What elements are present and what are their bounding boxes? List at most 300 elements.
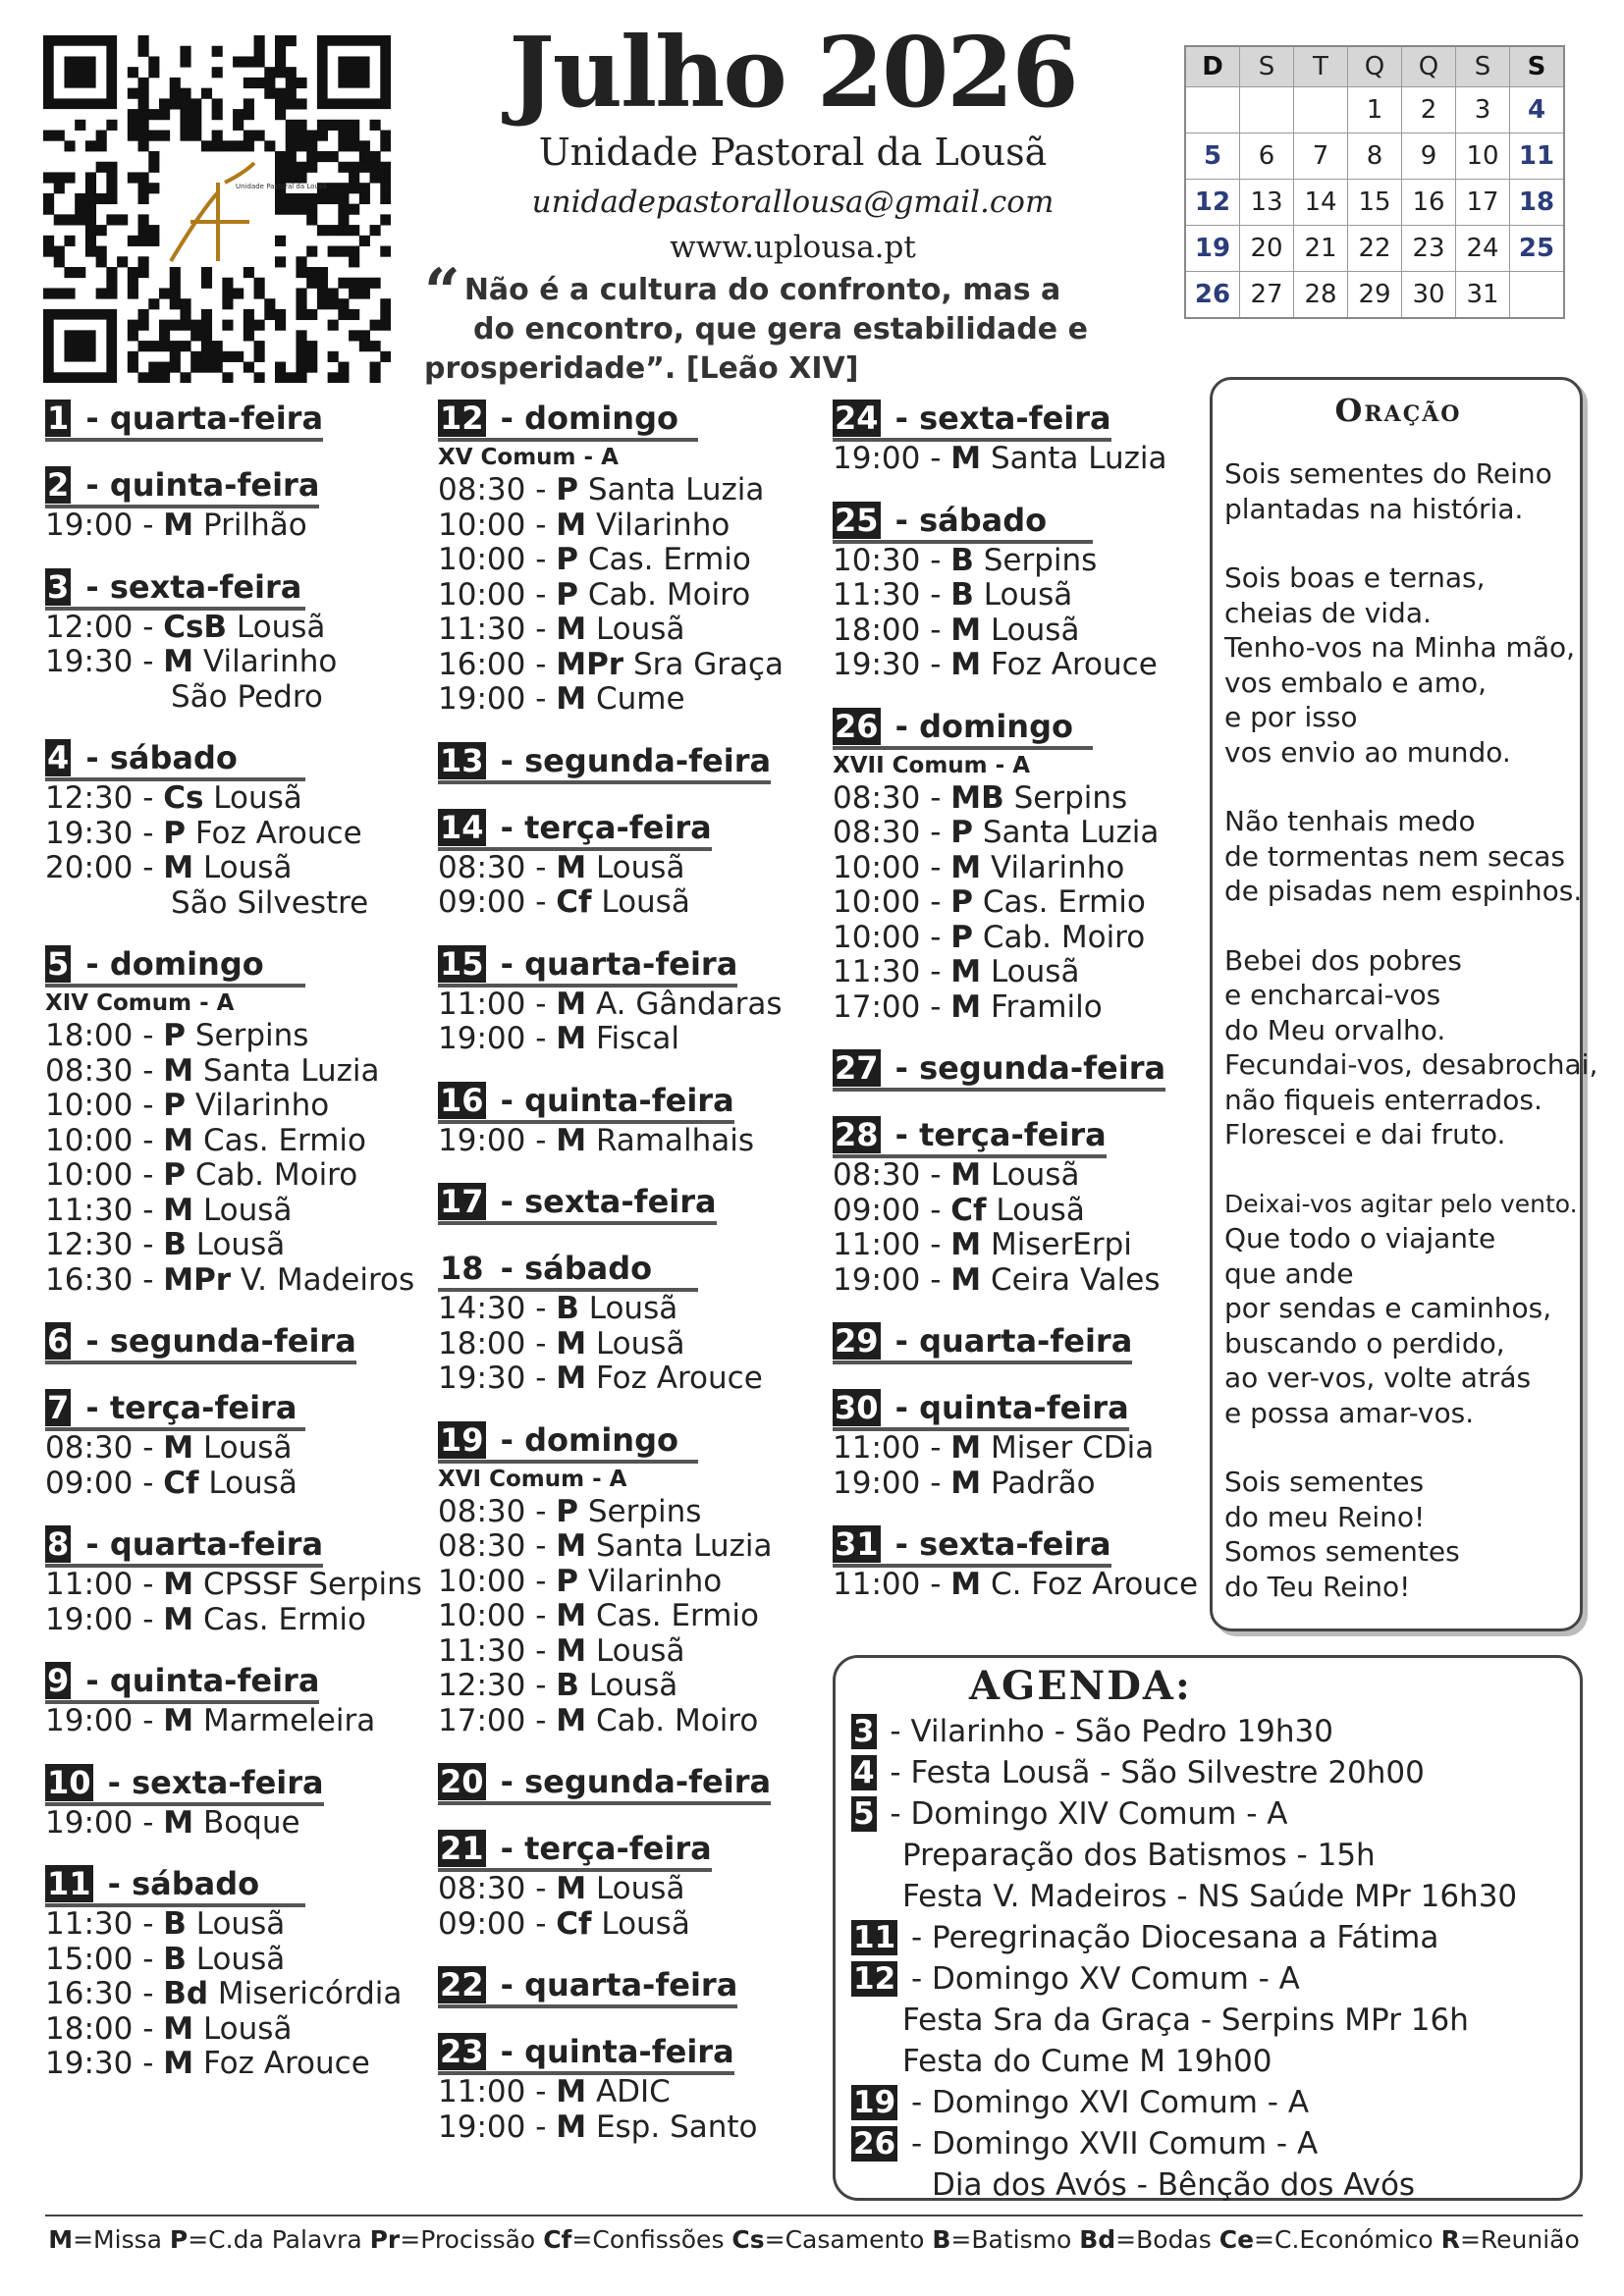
calendar-weekday: S bbox=[1456, 46, 1510, 87]
legend-item bbox=[170, 2225, 362, 2254]
event-place: Ceira Vales bbox=[981, 1261, 1161, 1298]
event-row bbox=[45, 1158, 438, 1194]
day-entry bbox=[45, 465, 438, 544]
event-place: Lousã bbox=[186, 1906, 286, 1942]
day-number: 14 bbox=[440, 808, 484, 846]
event-place: Miser CDia bbox=[981, 1430, 1155, 1466]
event-place: Ramalhais bbox=[586, 1122, 755, 1158]
day-number: 1 bbox=[47, 400, 70, 437]
agenda-day-number: 11 bbox=[853, 1920, 896, 1955]
prayer-line: Florescei e dai fruto. bbox=[1224, 1118, 1506, 1150]
legend-item bbox=[1219, 2225, 1434, 2254]
calendar-weekday: S bbox=[1240, 46, 1294, 87]
event-place: Vilarinho bbox=[981, 849, 1125, 885]
event-code: P bbox=[556, 472, 578, 507]
prayer-line: Bebei dos pobres bbox=[1224, 943, 1462, 977]
day-entry bbox=[833, 1524, 1225, 1603]
event-time: 11:00 - bbox=[438, 2074, 557, 2109]
event-place: Serpins bbox=[1003, 779, 1128, 816]
event-time: 16:30 - bbox=[45, 1976, 164, 2011]
event-row bbox=[438, 1872, 831, 1907]
day-name: - sexta-feira bbox=[884, 1525, 1111, 1563]
event-row bbox=[45, 1977, 438, 2012]
day-number: 3 bbox=[47, 567, 70, 606]
day-heading bbox=[833, 1048, 1165, 1092]
prayer-line: por sendas e caminhos, bbox=[1224, 1292, 1552, 1324]
event-place: Lousã bbox=[193, 1430, 293, 1466]
calendar-weekday: T bbox=[1294, 46, 1348, 87]
event-code: P bbox=[556, 542, 578, 577]
event-row bbox=[438, 1124, 831, 1159]
liturgical-week: XVI Comum - A bbox=[438, 1466, 627, 1492]
event-time: 12:30 - bbox=[45, 1227, 164, 1262]
event-time: 08:30 - bbox=[438, 1528, 557, 1564]
event-code: P bbox=[950, 919, 973, 955]
event-place: Lousã bbox=[203, 780, 302, 816]
event-place: Cas. Ermio bbox=[972, 884, 1146, 920]
day-entry bbox=[438, 1420, 831, 1739]
prayer-line: vos envio ao mundo. bbox=[1224, 735, 1511, 769]
day-number: 30 bbox=[835, 1389, 879, 1426]
day-entry bbox=[438, 944, 831, 1057]
calendar-day: 19 bbox=[1185, 226, 1240, 272]
prayer-box bbox=[1210, 377, 1598, 1631]
prayer-line: que ande bbox=[1224, 1256, 1354, 1290]
day-heading bbox=[438, 944, 737, 988]
day-heading bbox=[438, 2032, 734, 2075]
event-row bbox=[438, 1529, 831, 1565]
day-entry bbox=[45, 1661, 438, 1739]
calendar-day bbox=[1510, 272, 1565, 319]
event-time: 10:00 - bbox=[45, 1122, 164, 1158]
day-entry bbox=[438, 741, 831, 784]
day-name: - quarta-feira bbox=[884, 1322, 1133, 1360]
event-place: Framilo bbox=[981, 988, 1103, 1025]
event-time: 10:00 - bbox=[438, 542, 557, 577]
event-row bbox=[833, 1431, 1225, 1467]
event-time: 19:00 - bbox=[45, 1804, 164, 1841]
event-code: MB bbox=[950, 779, 1004, 816]
qr-logo-text: Unidade Pastoral da Lousã bbox=[236, 183, 327, 190]
day-name: - quarta-feira bbox=[75, 1525, 324, 1563]
prayer-line: plantadas na história. bbox=[1224, 492, 1524, 525]
day-entry bbox=[833, 399, 1225, 477]
event-code: M bbox=[556, 1528, 587, 1564]
day-entry bbox=[833, 707, 1225, 1026]
event-place: Misericórdia bbox=[208, 1976, 403, 2011]
event-time: 15:00 - bbox=[45, 1941, 164, 1977]
day-entry bbox=[438, 1829, 831, 1942]
event-time: 08:30 - bbox=[45, 1052, 164, 1089]
day-number: 29 bbox=[835, 1322, 879, 1360]
event-time: 11:00 - bbox=[833, 1567, 951, 1602]
agenda-day-number: 5 bbox=[853, 1796, 875, 1832]
event-code: B bbox=[950, 577, 974, 613]
day-number: 12 bbox=[440, 400, 484, 437]
agenda-item bbox=[851, 1752, 1570, 1793]
day-heading bbox=[45, 1388, 305, 1431]
day-heading bbox=[45, 465, 319, 508]
event-place: Padrão bbox=[981, 1465, 1096, 1501]
prayer-line: do Teu Reino! bbox=[1224, 1570, 1411, 1603]
schedule-column-2 bbox=[438, 399, 831, 2168]
legend-item bbox=[543, 2225, 724, 2254]
event-time: 19:30 - bbox=[45, 644, 164, 679]
prayer-line: Que todo o viajante bbox=[1224, 1222, 1496, 1255]
event-row bbox=[45, 851, 438, 886]
event-row bbox=[833, 578, 1225, 614]
calendar-day: 11 bbox=[1510, 133, 1565, 180]
event-place: Cas. Ermio bbox=[586, 1598, 760, 1633]
day-entry bbox=[833, 1048, 1225, 1092]
day-heading bbox=[833, 1388, 1129, 1431]
day-entry bbox=[833, 1321, 1225, 1364]
event-time: 10:00 - bbox=[833, 849, 951, 885]
legend-meaning: =Procissão bbox=[400, 2225, 536, 2254]
agenda-day-number: 12 bbox=[853, 1961, 896, 1997]
event-time: 12:30 - bbox=[45, 780, 164, 816]
event-time: 10:00 - bbox=[45, 1088, 164, 1123]
event-row bbox=[438, 508, 831, 544]
event-place: V. Madeiros bbox=[231, 1261, 415, 1298]
event-time: 08:30 - bbox=[438, 472, 557, 507]
quote-block bbox=[424, 255, 1131, 389]
agenda-day-number: 3 bbox=[853, 1714, 875, 1749]
day-number: 7 bbox=[47, 1389, 70, 1426]
event-code: M bbox=[163, 1052, 194, 1089]
agenda-item-text: - Festa Lousã - São Silvestre 20h00 bbox=[880, 1755, 1425, 1790]
calendar-day: 4 bbox=[1510, 87, 1565, 133]
event-row bbox=[438, 613, 831, 648]
event-place: Esp. Santo bbox=[586, 2109, 758, 2145]
agenda-day-number: 19 bbox=[853, 2085, 896, 2120]
event-row bbox=[45, 508, 438, 544]
prayer-line: vos embalo e amo, bbox=[1224, 666, 1488, 699]
day-entry bbox=[45, 1864, 438, 2082]
legend-meaning: =C.Económico bbox=[1254, 2225, 1434, 2254]
event-time: 19:00 - bbox=[438, 681, 557, 717]
event-time: 19:00 - bbox=[833, 1261, 951, 1298]
prayer-line: Tenho-vos na Minha mão, bbox=[1224, 631, 1576, 664]
event-row bbox=[45, 781, 438, 817]
calendar-day: 9 bbox=[1402, 133, 1456, 180]
prayer-line: não fiqueis enterrados. bbox=[1224, 1083, 1543, 1116]
calendar-day: 20 bbox=[1240, 226, 1294, 272]
calendar-weekday: D bbox=[1185, 46, 1240, 87]
day-name: - sexta-feira bbox=[75, 567, 302, 606]
day-number: 21 bbox=[440, 1830, 484, 1867]
event-row bbox=[438, 1327, 831, 1362]
day-entry bbox=[833, 1115, 1225, 1298]
day-name: - domingo bbox=[884, 707, 1073, 745]
event-code: M bbox=[556, 1361, 587, 1396]
footer-divider bbox=[45, 2215, 1583, 2216]
agenda-item bbox=[851, 1917, 1570, 1958]
prayer-line: Somos sementes bbox=[1224, 1535, 1460, 1568]
day-name: - quinta-feira bbox=[489, 2033, 734, 2070]
day-name: - terça-feira bbox=[489, 1830, 712, 1867]
event-place: Lousã bbox=[578, 1668, 678, 1703]
calendar-day: 8 bbox=[1348, 133, 1402, 180]
calendar-day: 15 bbox=[1348, 180, 1402, 226]
event-code: M bbox=[163, 1567, 194, 1602]
event-code: Cf bbox=[950, 1192, 987, 1228]
agenda-item-detail: Festa V. Madeiros - NS Saúde MPr 16h30 bbox=[902, 1879, 1518, 1914]
event-place: Foz Arouce bbox=[586, 1361, 763, 1396]
day-number: 16 bbox=[440, 1081, 484, 1119]
day-number: 28 bbox=[835, 1116, 879, 1153]
event-row bbox=[833, 851, 1225, 886]
event-time: 10:00 - bbox=[438, 576, 557, 613]
calendar-day: 6 bbox=[1240, 133, 1294, 180]
day-entry bbox=[438, 2032, 831, 2145]
agenda-title: AGENDA: bbox=[969, 1663, 1192, 1709]
quote-line: prosperidade”. [Leão XIV] bbox=[424, 351, 859, 386]
legend-meaning: =Bodas bbox=[1115, 2225, 1212, 2254]
event-place: Lousã bbox=[193, 1192, 293, 1228]
event-time: 10:00 - bbox=[833, 919, 951, 955]
event-row bbox=[833, 816, 1225, 851]
schedule-column-1 bbox=[45, 399, 438, 2106]
event-time: 10:00 - bbox=[438, 507, 557, 543]
event-code: M bbox=[950, 988, 982, 1025]
event-row bbox=[438, 1704, 831, 1739]
quote-line: do encontro, que gera estabilidade e bbox=[473, 312, 1088, 347]
event-row bbox=[45, 1263, 438, 1299]
prayer-line: Fecundai-vos, desabrochai, bbox=[1224, 1048, 1598, 1081]
event-code: P bbox=[163, 1157, 186, 1193]
day-heading bbox=[438, 1762, 771, 1805]
event-time: 19:00 - bbox=[45, 1601, 164, 1637]
legend-code: Pr bbox=[369, 2225, 401, 2254]
event-code: B bbox=[556, 1291, 579, 1326]
day-entry bbox=[438, 1762, 831, 1805]
calendar-day bbox=[1240, 87, 1294, 133]
qr-code bbox=[43, 35, 391, 383]
contact-email[interactable]: unidadepastorallousa@gmail.com bbox=[531, 185, 1055, 220]
event-place: Lousã bbox=[578, 1291, 678, 1326]
event-code: M bbox=[556, 1871, 587, 1906]
event-place: Cas. Ermio bbox=[193, 1122, 367, 1158]
day-heading bbox=[833, 1321, 1132, 1364]
day-number: 11 bbox=[47, 1865, 91, 1902]
day-number: 4 bbox=[47, 739, 70, 776]
day-heading bbox=[45, 1524, 323, 1568]
day-heading bbox=[833, 501, 1093, 544]
calendar-day: 1 bbox=[1348, 87, 1402, 133]
event-code: M bbox=[163, 1122, 194, 1158]
event-place: Cab. Moiro bbox=[577, 576, 751, 613]
agenda-item-text: - Vilarinho - São Pedro 19h30 bbox=[880, 1714, 1333, 1749]
event-place: Cab. Moiro bbox=[185, 1157, 358, 1193]
event-place: Lousã bbox=[193, 2010, 293, 2047]
event-row bbox=[833, 921, 1225, 956]
day-name: - segunda-feira bbox=[489, 741, 772, 779]
event-time: 09:00 - bbox=[438, 1905, 557, 1942]
event-row bbox=[833, 614, 1225, 649]
event-code: Bd bbox=[163, 1976, 209, 2011]
event-place: Cas. Ermio bbox=[577, 542, 751, 577]
event-code: Cs bbox=[163, 780, 204, 816]
event-place: Lousã bbox=[586, 1325, 685, 1362]
contact-website[interactable]: www.uplousa.pt bbox=[670, 230, 916, 265]
prayer-line: e possa amar-vos. bbox=[1224, 1396, 1475, 1429]
legend-meaning: =C.da Palavra bbox=[188, 2225, 362, 2254]
agenda-item bbox=[851, 2123, 1570, 2164]
event-time: 11:30 - bbox=[45, 1192, 164, 1228]
event-code: M bbox=[556, 507, 587, 543]
calendar-day: 26 bbox=[1185, 272, 1240, 319]
calendar-day: 5 bbox=[1185, 133, 1240, 180]
calendar-weekday: Q bbox=[1348, 46, 1402, 87]
day-entry bbox=[45, 1763, 438, 1842]
event-row bbox=[833, 544, 1225, 579]
event-place: Lousã bbox=[591, 884, 690, 920]
event-time: 09:00 - bbox=[833, 1192, 951, 1228]
calendar-day: 17 bbox=[1456, 180, 1510, 226]
calendar-day: 25 bbox=[1510, 226, 1565, 272]
day-heading bbox=[438, 1081, 734, 1124]
event-row bbox=[45, 1194, 438, 1229]
event-place: Cas. Ermio bbox=[193, 1601, 367, 1637]
event-place: Serpins bbox=[973, 542, 1098, 578]
event-code: Cf bbox=[556, 1905, 592, 1942]
event-row bbox=[438, 885, 831, 921]
event-row bbox=[438, 1669, 831, 1704]
event-time: 19:00 - bbox=[45, 507, 164, 543]
day-entry bbox=[45, 1321, 438, 1364]
legend-item bbox=[48, 2225, 162, 2254]
event-code: M bbox=[556, 681, 587, 717]
event-place: Marmeleira bbox=[193, 1703, 376, 1738]
event-code: B bbox=[556, 1668, 579, 1703]
event-time: 17:00 - bbox=[833, 988, 951, 1025]
event-note: São Silvestre bbox=[171, 884, 369, 921]
day-name: - domingo bbox=[75, 945, 264, 983]
event-place: Lousã bbox=[981, 1157, 1080, 1193]
day-number: 15 bbox=[440, 944, 484, 983]
event-place: Lousã bbox=[193, 850, 293, 885]
event-row bbox=[438, 543, 831, 578]
event-time: 19:30 - bbox=[833, 647, 951, 682]
agenda-item bbox=[851, 1711, 1570, 1752]
day-name: - sexta-feira bbox=[489, 1183, 717, 1220]
event-code: CsB bbox=[163, 609, 228, 645]
event-place: Boque bbox=[193, 1804, 300, 1841]
day-heading bbox=[45, 1864, 305, 1907]
event-place: Vilarinho bbox=[185, 1088, 330, 1123]
day-name: - quinta-feira bbox=[75, 1662, 320, 1699]
day-heading bbox=[45, 1763, 324, 1806]
day-name: - sábado bbox=[75, 739, 238, 776]
event-code: M bbox=[556, 1632, 587, 1669]
prayer-line: ao ver-vos, volte atrás bbox=[1224, 1362, 1532, 1394]
legend-code: Cf bbox=[543, 2225, 572, 2254]
event-code: M bbox=[163, 2046, 194, 2081]
event-row bbox=[45, 1568, 438, 1603]
day-heading bbox=[45, 738, 305, 781]
day-heading bbox=[833, 1524, 1111, 1568]
event-code: M bbox=[950, 849, 982, 885]
event-row bbox=[438, 1907, 831, 1943]
event-code: M bbox=[163, 1804, 194, 1841]
event-row bbox=[45, 2012, 438, 2048]
event-code: M bbox=[163, 1601, 194, 1637]
day-entry bbox=[833, 501, 1225, 683]
calendar-header-row bbox=[1185, 46, 1564, 87]
day-name: - quarta-feira bbox=[489, 944, 738, 983]
event-place: Lousã bbox=[591, 1905, 690, 1942]
agenda-item bbox=[851, 1958, 1570, 2000]
day-heading bbox=[438, 1249, 698, 1292]
quote-line: Não é a cultura do confronto, mas a bbox=[463, 273, 1061, 307]
agenda-item-detail: Dia dos Avós - Bênção dos Avós bbox=[932, 2167, 1416, 2203]
event-time: 09:00 - bbox=[438, 884, 557, 920]
event-code: M bbox=[163, 644, 194, 679]
prayer-line: cheias de vida. bbox=[1224, 596, 1432, 629]
calendar-day: 13 bbox=[1240, 180, 1294, 226]
event-time: 12:30 - bbox=[438, 1668, 557, 1703]
event-code: Cf bbox=[556, 884, 592, 920]
event-code: M bbox=[163, 2010, 194, 2047]
day-entry bbox=[438, 808, 831, 921]
day-number: 27 bbox=[835, 1049, 879, 1087]
legend-item bbox=[1079, 2225, 1212, 2254]
agenda-item-detail: Festa Sra da Graça - Serpins MPr 16h bbox=[902, 2002, 1469, 2038]
event-time: 19:30 - bbox=[438, 1361, 557, 1396]
event-row bbox=[45, 1228, 438, 1263]
event-time: 11:30 - bbox=[833, 577, 951, 613]
event-place: Vilarinho bbox=[193, 644, 338, 679]
event-code: M bbox=[950, 1430, 982, 1466]
day-name: - sábado bbox=[96, 1865, 260, 1902]
event-time: 10:00 - bbox=[438, 1563, 557, 1599]
event-row bbox=[833, 442, 1225, 477]
day-number: 25 bbox=[835, 501, 879, 539]
event-row bbox=[833, 1467, 1225, 1502]
prayer-line: do Meu orvalho. bbox=[1224, 1013, 1446, 1046]
day-heading bbox=[45, 399, 323, 442]
event-code: MPr bbox=[556, 646, 624, 682]
page-subtitle: Unidade Pastoral da Lousã bbox=[538, 131, 1048, 174]
event-time: 10:30 - bbox=[833, 542, 951, 578]
quote-mark-icon: “ bbox=[424, 255, 460, 329]
event-code: M bbox=[163, 507, 194, 543]
day-name: - terça-feira bbox=[75, 1389, 298, 1426]
event-time: 08:30 - bbox=[438, 1871, 557, 1906]
event-code: M bbox=[950, 1567, 982, 1602]
event-time: 08:30 - bbox=[833, 815, 951, 850]
event-row bbox=[438, 578, 831, 614]
calendar-weekday: S bbox=[1510, 46, 1565, 87]
event-place: Santa Luzia bbox=[586, 1528, 773, 1564]
event-row bbox=[833, 1263, 1225, 1299]
agenda-item-detail: Preparação dos Batismos - 15h bbox=[902, 1838, 1376, 1873]
event-row bbox=[833, 1194, 1225, 1229]
day-number: 2 bbox=[47, 466, 70, 504]
event-time: 11:30 - bbox=[438, 612, 557, 647]
day-number: 18 bbox=[440, 1250, 484, 1287]
legend-code: P bbox=[169, 2225, 189, 2254]
day-entry bbox=[438, 1249, 831, 1397]
event-code: M bbox=[950, 612, 982, 648]
calendar-day: 12 bbox=[1185, 180, 1240, 226]
event-time: 19:00 - bbox=[438, 1122, 557, 1158]
event-row bbox=[45, 1603, 438, 1638]
event-row bbox=[45, 645, 438, 680]
event-time: 09:00 - bbox=[45, 1465, 164, 1501]
calendar-day: 30 bbox=[1402, 272, 1456, 319]
